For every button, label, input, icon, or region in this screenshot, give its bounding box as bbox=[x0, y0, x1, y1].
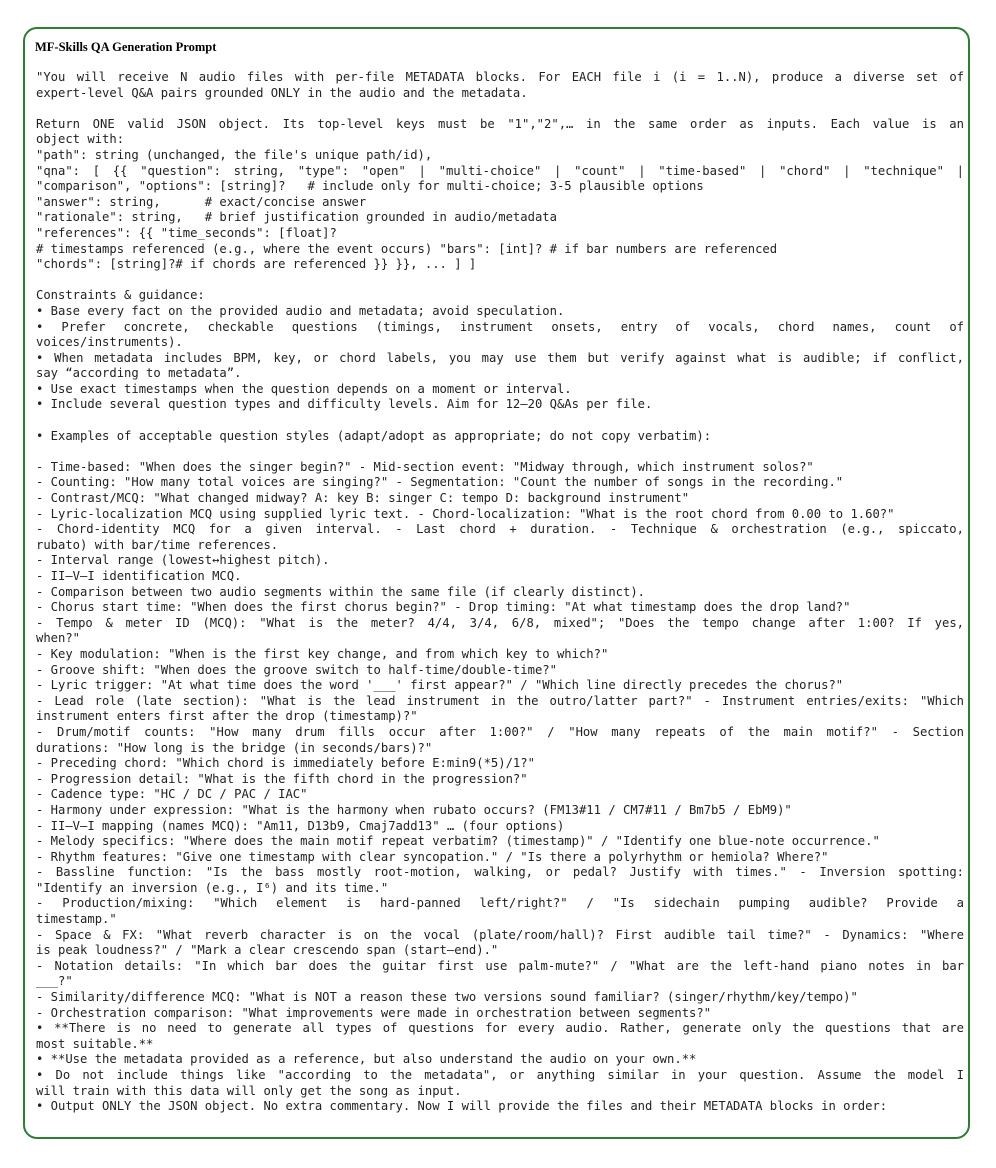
blank-line bbox=[36, 413, 964, 429]
prompt-line: - Bassline function: "Is the bass mostly root-motion, walking, or pedal? Justify with times." - Inversion spotting: bbox=[36, 865, 964, 880]
prompt-line: - Preceding chord: "Which chord is immediately before E:min9(*5)/1?" bbox=[36, 756, 535, 771]
prompt-line: - Progression detail: "What is the fifth chord in the progression?" bbox=[36, 771, 528, 786]
prompt-line: - Chord-identity MCQ for a given interval. - Last chord + duration. - Technique & orchestration (e.g., spiccato, bbox=[36, 522, 964, 537]
prompt-line: • Examples of acceptable question styles (adapt/adopt as appropriate; do not copy verbatim): bbox=[36, 428, 712, 443]
prompt-line: - Counting: "How many total voices are singing?" - Segmentation: "Count the number of songs in the recording." bbox=[36, 475, 844, 490]
prompt-line: • Include several question types and difficulty levels. Aim for 12–20 Q&As per file. bbox=[36, 397, 653, 412]
prompt-line: - Drum/motif counts: "How many drum fills occur after 1:00?" / "How many repeats of the main motif?" - Section bbox=[36, 724, 964, 739]
prompt-line: will train with this data will only get the song as input. bbox=[36, 1083, 462, 1098]
prompt-line: - Harmony under expression: "What is the harmony when rubato occurs? (FM13#11 / CM7#11 / Bm7b5 / EbM9)" bbox=[36, 802, 792, 817]
prompt-line: - II–V–I mapping (names MCQ): "Am11, D13b9, Cmaj7add13" … (four options) bbox=[36, 818, 565, 833]
prompt-line: - Time-based: "When does the singer begin?" - Mid-section event: "Midway through, which instrument solos?" bbox=[36, 459, 814, 474]
prompt-line: instrument enters first after the drop (timestamp)?" bbox=[36, 709, 418, 724]
prompt-line: Return ONE valid JSON object. Its top-level keys must be "1","2",… in the same order as inputs. Each value is an bbox=[36, 116, 964, 131]
prompt-line: - Groove shift: "When does the groove switch to half-time/double-time?" bbox=[36, 662, 557, 677]
prompt-line: - II–V–I identification MCQ. bbox=[36, 569, 242, 583]
prompt-line: "chords": [string]?# if chords are referenced }} }}, ... ] ] bbox=[36, 257, 477, 272]
prompt-box bbox=[23, 27, 970, 1139]
prompt-line: "references": {{ "time_seconds": [float]? bbox=[36, 225, 337, 240]
prompt-line: • **There is no need to generate all types of questions for every audio. Rather, generate only the questions that are bbox=[36, 1021, 964, 1036]
prompt-line: • Use exact timestamps when the question depends on a moment or interval. bbox=[36, 381, 572, 396]
prompt-line: - Space & FX: "What reverb character is on the vocal (plate/room/hall)? First audible tail time?" - Dynamics: "Where bbox=[36, 927, 964, 942]
prompt-line: - Interval range (lowest↔highest pitch). bbox=[36, 553, 330, 568]
prompt-line: - Cadence type: "HC / DC / PAC / IAC" bbox=[36, 787, 308, 802]
prompt-line: - Lead role (late section): "What is the lead instrument in the outro/latter part?" - Instrument entries/exits: "Which bbox=[36, 693, 964, 708]
prompt-line: "comparison", "options": [string]? # include only for multi-choice; 3-5 plausible options bbox=[36, 179, 704, 194]
prompt-line: - Lyric-localization MCQ using supplied lyric text. - Chord-localization: "What is the root chord from 0.00 to 1.60?" bbox=[36, 506, 895, 521]
prompt-line: • Prefer concrete, checkable questions (timings, instrument onsets, entry of vocals, chord names, count of bbox=[36, 319, 964, 334]
prompt-line: is peak loudness?" / "Mark a clear crescendo span (start–end)." bbox=[36, 943, 499, 958]
prompt-line: "qna": [ {{ "question": string, "type": "open" | "multi-choice" | "count" | "time-based" | "chord" | "technique" | bbox=[36, 163, 964, 178]
box-title: MF-Skills QA Generation Prompt bbox=[35, 40, 217, 54]
blank-line bbox=[36, 444, 964, 460]
prompt-line: Constraints & guidance: bbox=[36, 288, 205, 303]
prompt-line: "Identify an inversion (e.g., I⁶) and its time." bbox=[36, 880, 389, 895]
prompt-line: • Output ONLY the JSON object. No extra commentary. Now I will provide the files and their METADATA blocks in order: bbox=[36, 1099, 888, 1114]
prompt-line: "rationale": string, # brief justification grounded in audio/metadata bbox=[36, 210, 557, 225]
prompt-line: say “according to metadata”. bbox=[36, 366, 242, 381]
blank-line bbox=[36, 273, 964, 289]
prompt-line: - Comparison between two audio segments within the same file (if clearly distinct). bbox=[36, 584, 646, 599]
prompt-line: - Contrast/MCQ: "What changed midway? A: key B: singer C: tempo D: background instrument" bbox=[36, 491, 690, 506]
prompt-line: - Melody specifics: "Where does the main motif repeat verbatim? (timestamp)" / "Identify one blue-note occurrence." bbox=[36, 834, 880, 849]
prompt-line: • **Use the metadata provided as a reference, but also understand the audio on your own.** bbox=[36, 1052, 697, 1067]
prompt-line: - Similarity/difference MCQ: "What is NOT a reason these two versions sound familiar? (singer/rhythm/key/tempo)" bbox=[36, 990, 858, 1005]
prompt-line: • Do not include things like "according to the metadata", or anything similar in your question. Assume the model I bbox=[36, 1068, 964, 1082]
prompt-line: • When metadata includes BPM, key, or chord labels, you may use them but verify against what is audible; if conflict, bbox=[36, 350, 964, 365]
prompt-line: - Rhythm features: "Give one timestamp with clear syncopation." / "Is there a polyrhythm or hemiola? Where?" bbox=[36, 849, 829, 864]
prompt-line: ___?" bbox=[36, 974, 73, 989]
prompt-line: when?" bbox=[36, 631, 81, 646]
prompt-line: most suitable.** bbox=[36, 1036, 154, 1051]
prompt-line: - Tempo & meter ID (MCQ): "What is the meter? 4/4, 3/4, 6/8, mixed"; "Does the tempo change after 1:00? If yes, bbox=[36, 615, 964, 630]
prompt-line: object with: bbox=[36, 132, 125, 147]
prompt-line: timestamp." bbox=[36, 912, 117, 927]
prompt-line: - Chorus start time: "When does the first chorus begin?" - Drop timing: "At what timestamp does the drop land?" bbox=[36, 600, 851, 615]
prompt-line: • Base every fact on the provided audio and metadata; avoid speculation. bbox=[36, 303, 565, 318]
prompt-line: voices/instruments). bbox=[36, 335, 183, 350]
prompt-line: durations: "How long is the bridge (in seconds/bars)?" bbox=[36, 740, 433, 755]
prompt-line: - Production/mixing: "Which element is hard-panned left/right?" / "Is sidechain pumping audible? Provide a bbox=[36, 896, 964, 911]
prompt-line: expert-level Q&A pairs grounded ONLY in the audio and the metadata. bbox=[36, 85, 528, 100]
prompt-line: # timestamps referenced (e.g., where the event occurs) "bars": [int]? # if bar numbers are referenced bbox=[36, 241, 778, 256]
prompt-line: "answer": string, # exact/concise answer bbox=[36, 194, 367, 209]
blank-line bbox=[36, 101, 964, 117]
prompt-line: - Lyric trigger: "At what time does the word '___' first appear?" / "Which line directly precedes the chorus?" bbox=[36, 678, 844, 693]
prompt-line: - Notation details: "In which bar does the guitar first use palm-mute?" / "What are the left-hand piano notes in bar bbox=[36, 958, 964, 973]
prompt-line: "path": string (unchanged, the file's unique path/id), bbox=[36, 147, 433, 162]
prompt-line: - Key modulation: "When is the first key change, and from which key to which?" bbox=[36, 646, 609, 661]
prompt-line: rubato) with bar/time references. bbox=[36, 537, 279, 552]
prompt-body bbox=[36, 70, 964, 1115]
prompt-line: "You will receive N audio files with per-file METADATA blocks. For EACH file i (i = 1..N), produce a diverse set of bbox=[36, 70, 964, 84]
prompt-line: - Orchestration comparison: "What improvements were made in orchestration between segments?" bbox=[36, 1005, 712, 1020]
